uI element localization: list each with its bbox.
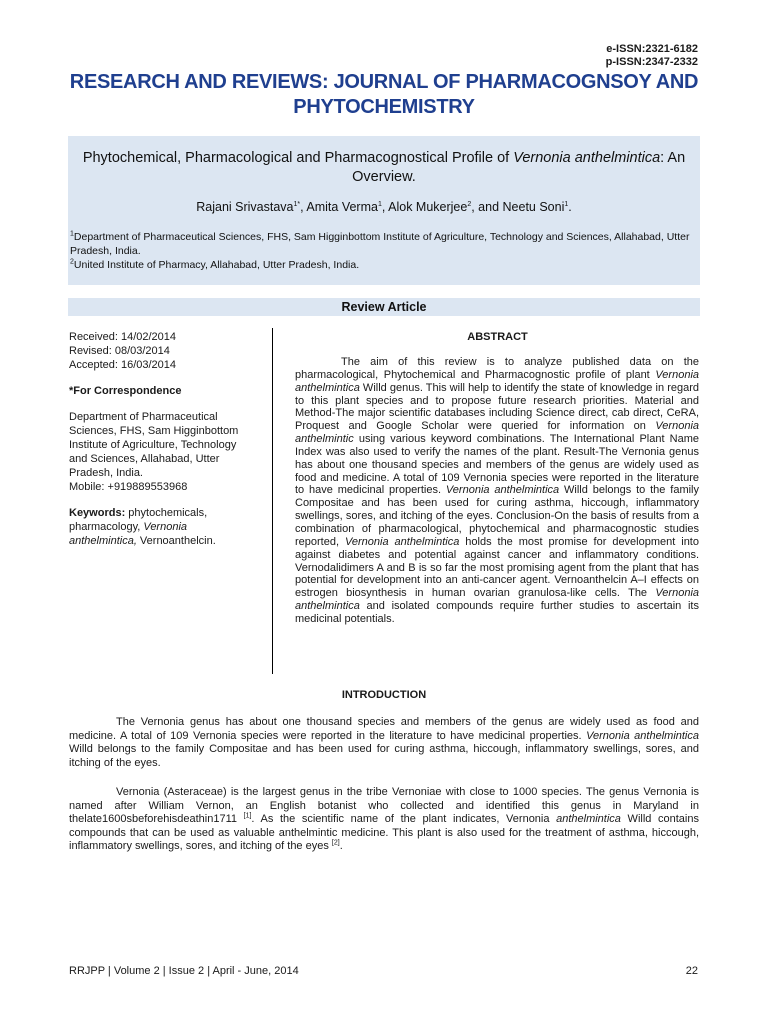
mobile-number: Mobile: +919889553968: [69, 481, 188, 493]
page-number: 22: [685, 965, 698, 977]
introduction-paragraph: The Vernonia genus has about one thousand species and members of the genus are widely used as food and medicine. A total of 109 Vernonia species were reported in the literature to have medicinal properties. Vernonia anthelmintica Willd belongs to the family Compositae and has been used for curing asthma, hiccough, inflammatory swellings, sores, and itching of the eyes.: [69, 716, 699, 769]
author: Alok Mukerjee$^2$, and: [388, 200, 503, 214]
affiliations: [70, 230, 690, 272]
affiliation: $^1$Department of Pharmaceutical Sciences, FHS, Sam Higginbottom Institute of Agriculture, Technology and Sciences, Allahabad, Utter Pradesh, India.: [70, 230, 690, 257]
article-type-bar: Review Article: [68, 298, 700, 316]
affiliation: $^2$United Institute of Pharmacy, Allahabad, Utter Pradesh, India.: [70, 258, 360, 271]
correspondence-heading: *For Correspondence: [69, 385, 182, 397]
abstract-body: The aim of this review is to analyze published data on the pharmacological, Phytochemical and Pharmacognostic profile of plant Vernonia anthelmintica Willd genus. This will help to identify the state of knowledge in regard to this plant species and to propose future research priorities. Material and Method-The major scientific databases including Science direct, cab direct, CeRA, Proquest and Google Scholar were queried for information on Vernonia anthelmintic using various keyword combinations. The International Plant Name Index was also used to verify the names of the plant. Result-The Vernonia genus has about one thousand species and members of the genus are widely used as food and medicine. A total of 109 Vernonia species were reported in the literature to have medicinal properties. Vernonia anthelmintica Willd belongs to the family Compositae and has been used for curing asthma, hiccough, inflammatory swellings, sores, and itching of the eyes. Conclusion-On the basis of results from a combination of pharmacological, phytochemical and pharmacognostic studies reported, Vernonia anthelmintica holds the most promise for development into against diabetes and potential against cancer and inflammatory conditions. Vernodalidimers A and B is so far the most promising agent from the plant that has potential for development into an anti-cancer agent. Vernoanthelcin A–I effects on estrogen biosynthesis in human ovarian granulosa-like cells. The Vernonia anthelmintica and isolated compounds require further studies to ascertain its medicinal potentials.: [295, 356, 699, 625]
column-divider: [272, 328, 273, 674]
article-header: [68, 136, 700, 285]
author: Neetu Soni$^1$.: [502, 200, 572, 214]
introduction-heading: INTRODUCTION: [341, 689, 427, 701]
citation-link[interactable]: [2]: [331, 839, 340, 847]
author: Rajani Srivastava$^{1*}$,: [196, 200, 307, 214]
correspondence-address: Department of Pharmaceutical Sciences, FHS, Sam Higginbottom Institute of Agriculture, Technology and Sciences, Allahabad, Utter Pradesh, India.: [69, 411, 239, 479]
p-issn: p-ISSN:2347-2332: [605, 56, 698, 68]
citation-link[interactable]: [1]: [243, 812, 252, 820]
author: Amita Verma$^1$,: [306, 200, 389, 214]
accepted-date: Accepted: 16/03/2014: [69, 359, 177, 371]
keywords: Keywords: phytochemicals, pharmacology, Vernonia anthelmintica, Vernoanthelcin.: [69, 507, 216, 547]
introduction-paragraph: Vernonia (Asteraceae) is the largest genus in the tribe Vernoniae with close to 1000 species. The genus Vernonia is named after William Vernon, an English botanist who collected and identified this genus in Maryland in thelate1600sbeforehisdeathin1711 [1]. As the scientific name of the plant indicates, Vernonia anthelmintica Willd contains compounds that can be used as valuable anthelmintic medicine. This plant is also used for the treatment of asthma, hiccough, inflammatory swellings, sores, and itching of the eyes [2].: [69, 786, 699, 853]
journal-title: RESEARCH AND REVIEWS: JOURNAL OF PHARMACOGNSOY AND PHYTOCHEMISTRY: [69, 71, 699, 118]
revised-date: Revised: 08/03/2014: [69, 345, 170, 357]
article-title: Phytochemical, Pharmacological and Pharmacognostical Profile of Vernonia anthelmintica: An Overview.: [82, 150, 686, 185]
article-info-sidebar: [69, 330, 254, 548]
issn-block: [606, 43, 698, 69]
e-issn: e-ISSN:2321-6182: [606, 43, 698, 55]
footer-journal-info: RRJPP | Volume 2 | Issue 2 | April - June, 2014: [69, 965, 299, 977]
author-list: [68, 200, 700, 214]
received-date: Received: 14/02/2014: [69, 331, 177, 343]
abstract-heading: ABSTRACT: [467, 331, 528, 343]
